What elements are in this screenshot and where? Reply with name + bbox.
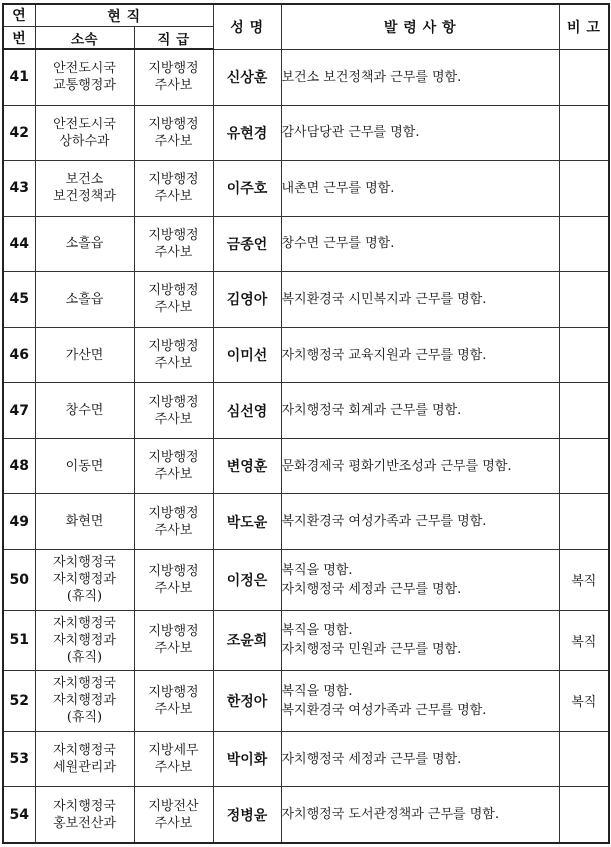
row-number: 44 xyxy=(3,216,35,272)
table-row xyxy=(3,731,609,787)
row-name: 이미선 xyxy=(213,327,281,383)
row-note: 복직 xyxy=(559,610,609,671)
table-row xyxy=(3,549,609,610)
row-order: 감사담당관 근무를 명함. xyxy=(281,105,559,161)
row-name: 이주호 xyxy=(213,161,281,217)
row-number: 47 xyxy=(3,383,35,439)
row-number: 41 xyxy=(3,49,35,105)
table-row xyxy=(3,671,609,732)
table-row xyxy=(3,272,609,328)
row-name: 정병윤 xyxy=(213,787,281,843)
row-rank: 지방행정 주사보 xyxy=(134,216,213,272)
row-department: 소흘읍 xyxy=(35,272,134,328)
row-name: 이정은 xyxy=(213,549,281,610)
row-name: 박도윤 xyxy=(213,494,281,550)
header-serial-bottom: 번 xyxy=(3,27,35,50)
row-note xyxy=(559,327,609,383)
row-order: 창수면 근무를 명함. xyxy=(281,216,559,272)
row-note: 복직 xyxy=(559,671,609,732)
row-department: 소흘읍 xyxy=(35,216,134,272)
header-order: 발 령 사 항 xyxy=(281,4,559,49)
row-number: 53 xyxy=(3,731,35,787)
row-note xyxy=(559,438,609,494)
row-name: 조윤희 xyxy=(213,610,281,671)
table-row xyxy=(3,438,609,494)
row-name: 금종언 xyxy=(213,216,281,272)
row-note: 복직 xyxy=(559,549,609,610)
row-number: 42 xyxy=(3,105,35,161)
row-rank: 지방행정 주사보 xyxy=(134,610,213,671)
row-note xyxy=(559,731,609,787)
row-name: 유현경 xyxy=(213,105,281,161)
header-serial-top: 연 xyxy=(12,7,27,24)
row-note xyxy=(559,161,609,217)
row-note xyxy=(559,105,609,161)
row-rank: 지방세무 주사보 xyxy=(134,731,213,787)
row-order: 문화경제국 평화기반조성과 근무를 명함. xyxy=(281,438,559,494)
table-row xyxy=(3,216,609,272)
row-order: 자치행정국 도서관정책과 근무를 명함. xyxy=(281,787,559,843)
table-row xyxy=(3,494,609,550)
row-order: 자치행정국 회계과 근무를 명함. xyxy=(281,383,559,439)
row-number: 50 xyxy=(3,549,35,610)
row-order: 복지환경국 여성가족과 근무를 명함. xyxy=(281,494,559,550)
row-order: 복직을 명함. 복지환경국 여성가족과 근무를 명함. xyxy=(281,671,559,732)
table-row xyxy=(3,105,609,161)
row-name: 한정아 xyxy=(213,671,281,732)
row-number: 48 xyxy=(3,438,35,494)
row-rank: 지방전산 주사보 xyxy=(134,787,213,843)
row-order: 복직을 명함. 자치행정국 세정과 근무를 명함. xyxy=(281,549,559,610)
header-note: 비 고 xyxy=(559,4,609,49)
table-row xyxy=(3,383,609,439)
row-number: 52 xyxy=(3,671,35,732)
row-number: 49 xyxy=(3,494,35,550)
row-name: 변영훈 xyxy=(213,438,281,494)
row-department: 자치행정국 홍보전산과 xyxy=(35,787,134,843)
row-rank: 지방행정 주사보 xyxy=(134,494,213,550)
header-department: 소속 xyxy=(35,27,134,50)
row-name: 신상훈 xyxy=(213,49,281,105)
row-rank: 지방행정 주사보 xyxy=(134,549,213,610)
row-name: 심선영 xyxy=(213,383,281,439)
header-rank: 직 급 xyxy=(134,27,213,50)
row-rank: 지방행정 주사보 xyxy=(134,272,213,328)
row-department: 창수면 xyxy=(35,383,134,439)
row-department: 자치행정국 자치행정과 (휴직) xyxy=(35,549,134,610)
row-name: 김영아 xyxy=(213,272,281,328)
row-rank: 지방행정 주사보 xyxy=(134,161,213,217)
table-row xyxy=(3,327,609,383)
row-note xyxy=(559,216,609,272)
row-order: 복직을 명함. 자치행정국 민원과 근무를 명함. xyxy=(281,610,559,671)
header-serial-number xyxy=(3,4,35,27)
row-department: 자치행정국 자치행정과 (휴직) xyxy=(35,610,134,671)
row-rank: 지방행정 주사보 xyxy=(134,49,213,105)
row-number: 51 xyxy=(3,610,35,671)
personnel-order-table xyxy=(2,3,610,844)
row-rank: 지방행정 주사보 xyxy=(134,383,213,439)
row-department: 안전도시국 교통행정과 xyxy=(35,49,134,105)
table-row xyxy=(3,787,609,843)
row-note xyxy=(559,494,609,550)
row-order: 자치행정국 교육지원과 근무를 명함. xyxy=(281,327,559,383)
row-note xyxy=(559,49,609,105)
row-order: 내촌면 근무를 명함. xyxy=(281,161,559,217)
row-department: 가산면 xyxy=(35,327,134,383)
row-rank: 지방행정 주사보 xyxy=(134,438,213,494)
row-number: 45 xyxy=(3,272,35,328)
row-department: 안전도시국 상하수과 xyxy=(35,105,134,161)
row-order: 복지환경국 시민복지과 근무를 명함. xyxy=(281,272,559,328)
header-name: 성 명 xyxy=(213,4,281,49)
row-name: 박이화 xyxy=(213,731,281,787)
row-department: 보건소 보건정책과 xyxy=(35,161,134,217)
row-number: 46 xyxy=(3,327,35,383)
row-note xyxy=(559,787,609,843)
row-rank: 지방행정 주사보 xyxy=(134,327,213,383)
header-current-post: 현 직 xyxy=(35,4,213,27)
row-rank: 지방행정 주사보 xyxy=(134,671,213,732)
table-row xyxy=(3,161,609,217)
row-note xyxy=(559,383,609,439)
row-order: 자치행정국 세정과 근무를 명함. xyxy=(281,731,559,787)
row-department: 화현면 xyxy=(35,494,134,550)
header-row-top xyxy=(3,4,609,27)
row-department: 이동면 xyxy=(35,438,134,494)
row-note xyxy=(559,272,609,328)
row-rank: 지방행정 주사보 xyxy=(134,105,213,161)
row-number: 54 xyxy=(3,787,35,843)
table-row xyxy=(3,610,609,671)
row-department: 자치행정국 세원관리과 xyxy=(35,731,134,787)
table-row xyxy=(3,49,609,105)
row-order: 보건소 보건정책과 근무를 명함. xyxy=(281,49,559,105)
row-department: 자치행정국 자치행정과 (휴직) xyxy=(35,671,134,732)
row-number: 43 xyxy=(3,161,35,217)
